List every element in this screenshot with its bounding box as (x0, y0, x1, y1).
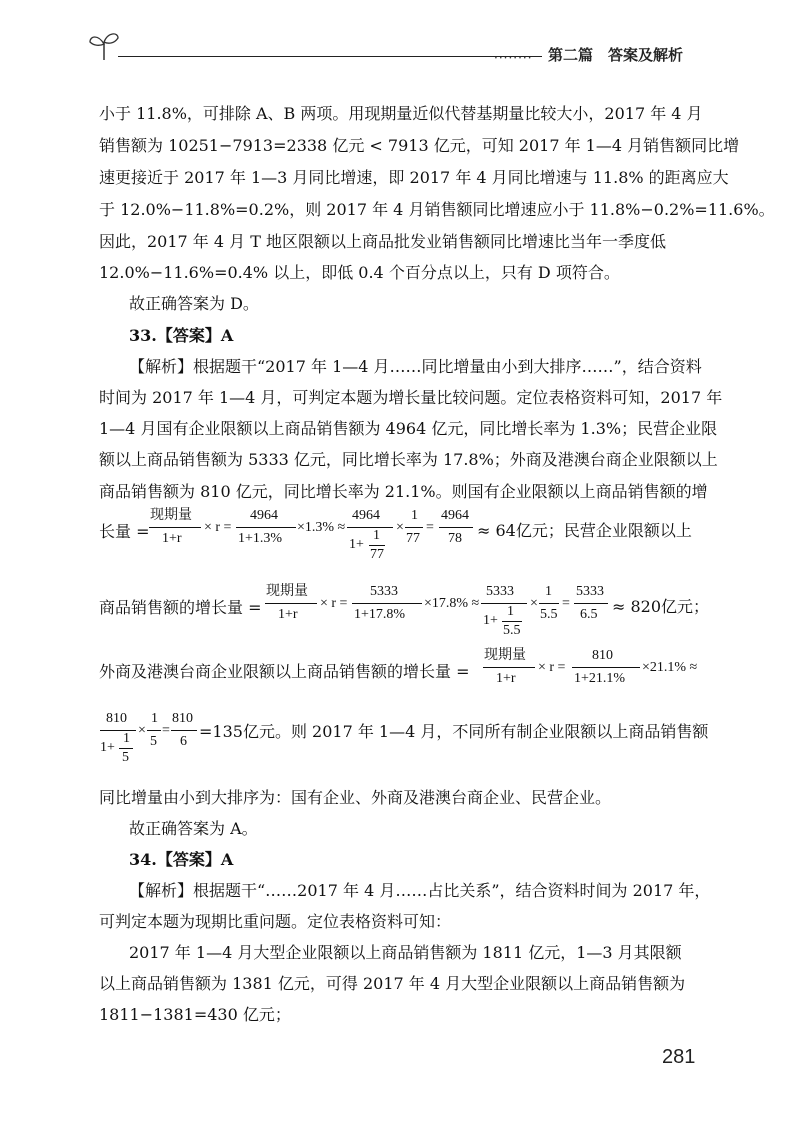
text-line: 销售额为 10251−7913=2338 亿元 < 7913 亿元，可知 2017 年 1—4 月销售额同比增 (99, 136, 740, 155)
text-line: 故正确答案为 A。 (129, 819, 258, 838)
text-line: 商品销售额为 810 亿元，同比增长率为 21.1%。则国有企业限额以上商品销售额的增 (99, 482, 708, 501)
text-line: 12.0%−11.6%=0.4% 以上，即低 0.4 个百分点以上，只有 D 项符合。 (99, 263, 620, 282)
header-dots: ········ (494, 51, 533, 65)
text-line: 因此，2017 年 4 月 T 地区限额以上商品批发业销售额同比增速比当年一季度低 (99, 232, 667, 251)
answer-heading: 33.【答案】A (129, 326, 234, 345)
text-line: 故正确答案为 D。 (129, 294, 259, 313)
text-line: 【解析】根据题干“……2017 年 4 月……占比关系”，结合资料时间为 2017 年， (129, 881, 711, 900)
text-line: 1—4 月国有企业限额以上商品销售额为 4964 亿元，同比增长率为 1.3%；民营企业限 (99, 419, 718, 438)
text-line: 同比增量由小到大排序为：国有企业、外商及港澳台商企业、民营企业。 (99, 788, 612, 807)
text-line: 1811−1381=430 亿元； (99, 1005, 291, 1024)
text-line: 2017 年 1—4 月大型企业限额以上商品销售额为 1811 亿元，1—3 月其限额 (129, 943, 682, 962)
text-line: 速更接近于 2017 年 1—3 月同比增速，即 2017 年 4 月同比增速与 11.8% 的距离应大 (99, 168, 729, 187)
text-line: 额以上商品销售额为 5333 亿元，同比增长率为 17.8%；外商及港澳台商企业限额以上 (99, 450, 718, 469)
sprout-icon (86, 28, 122, 62)
text-line: 以上商品销售额为 1381 亿元，可得 2017 年 4 月大型企业限额以上商品销售额为 (99, 974, 686, 993)
text-line: 【解析】根据题干“2017 年 1—4 月……同比增量由小到大排序……”，结合资料 (129, 357, 702, 376)
page-number: 281 (662, 1046, 696, 1068)
text-line: 时间为 2017 年 1—4 月，可判定本题为增长量比较问题。定位表格资料可知，2017 年 (99, 388, 723, 407)
text-line: 于 12.0%−11.8%=0.2%，则 2017 年 4 月销售额同比增速应小于 11.8%−0.2%=11.6%。 (99, 200, 775, 219)
section-title: 第二篇 答案及解析 (548, 46, 684, 64)
header-rule (118, 56, 542, 57)
text-line: 可判定本题为现期比重问题。定位表格资料可知： (99, 912, 452, 931)
answer-heading: 34.【答案】A (129, 850, 234, 869)
text-line: 小于 11.8%，可排除 A、B 两项。用现期量近似代替基期量比较大小，2017 年 4 月 (99, 104, 703, 123)
